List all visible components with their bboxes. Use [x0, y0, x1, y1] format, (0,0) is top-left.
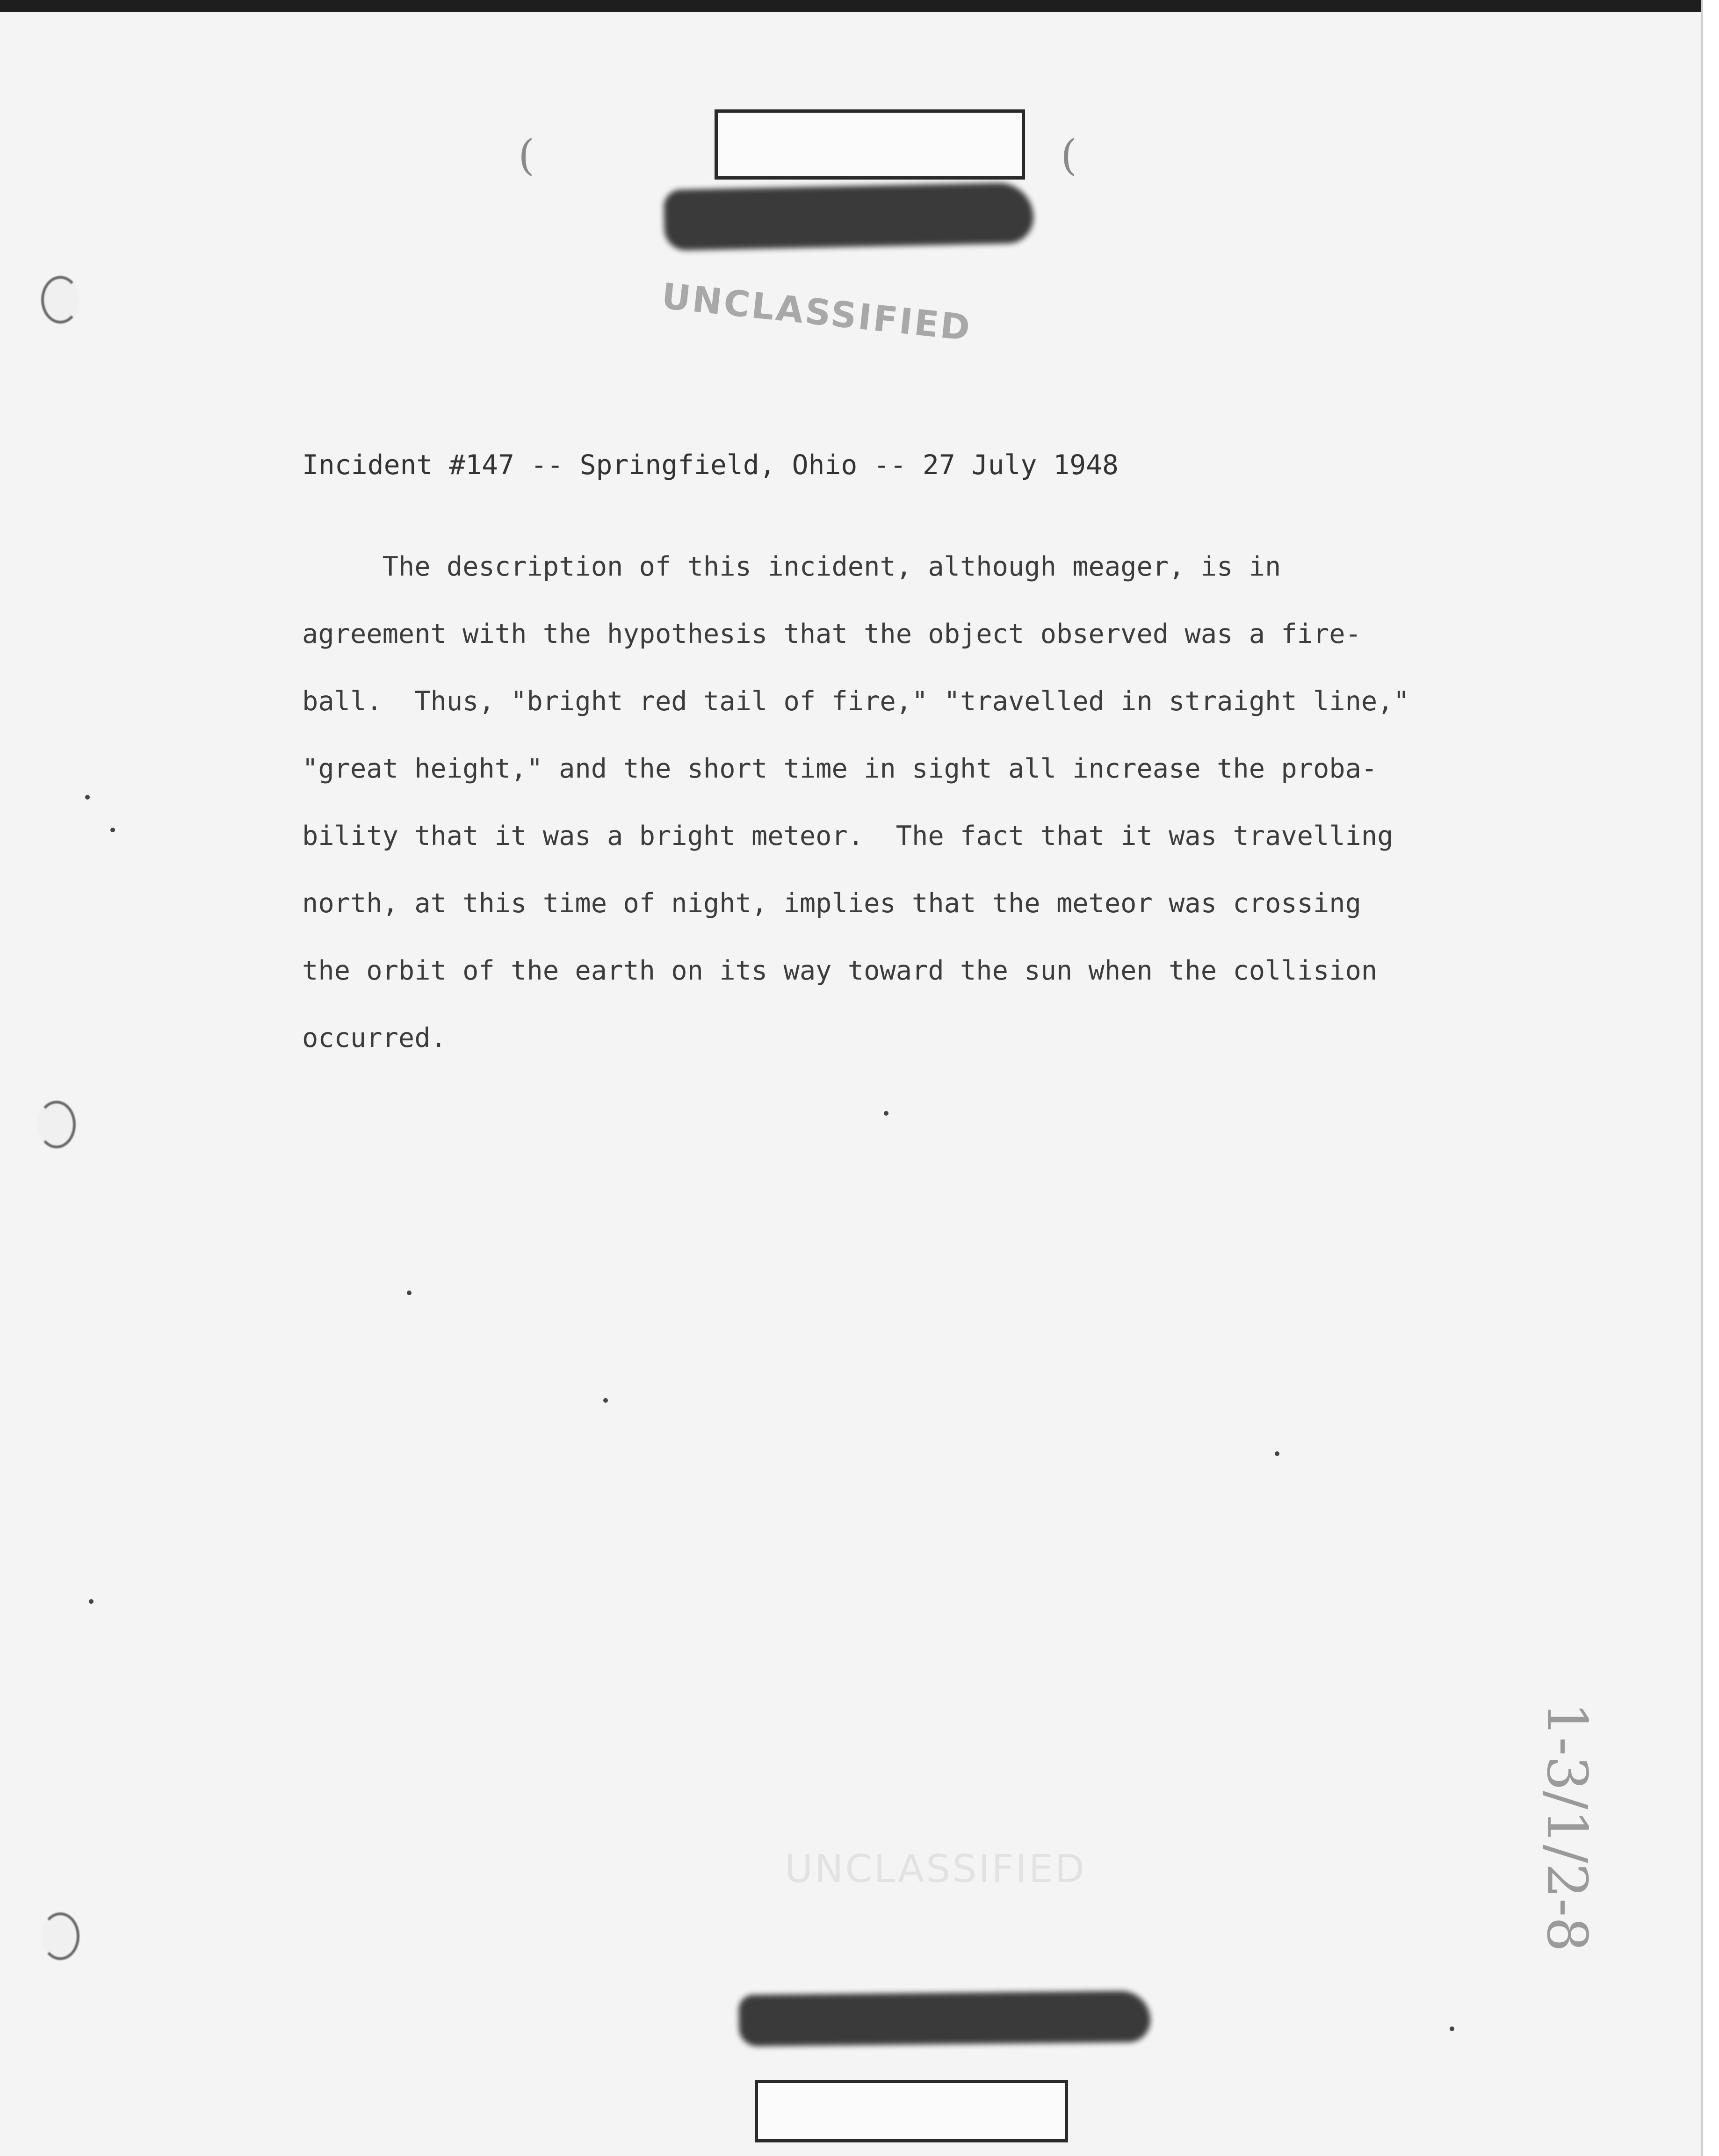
punch-hole-middle — [37, 1101, 76, 1148]
paragraph-line: ball. Thus, "bright red tail of fire," "travelled in straight line," — [302, 686, 1409, 717]
scan-speck — [603, 1398, 608, 1403]
redaction-bar-top — [664, 182, 1034, 251]
unclassified-stamp-top: UNCLASSIFIED — [659, 275, 974, 349]
classification-box-top — [715, 109, 1025, 180]
scan-right-border — [1701, 0, 1719, 2156]
paragraph-line: bility that it was a bright meteor. The fact that it was travelling — [302, 821, 1394, 851]
paragraph-line: north, at this time of night, implies that the meteor was crossing — [302, 888, 1361, 919]
paragraph-line: The description of this incident, although meager, is in — [302, 551, 1281, 582]
paragraph-line: agreement with the hypothesis that the object observed was a fire- — [302, 619, 1361, 649]
scan-top-border — [0, 0, 1719, 12]
scan-bracket-left: ( — [518, 131, 535, 180]
punch-hole-bottom — [41, 1912, 79, 1960]
scan-bracket-right: ( — [1061, 131, 1077, 180]
scan-speck — [884, 1111, 888, 1116]
unclassified-stamp-bottom: UNCLASSIFIED — [785, 1847, 1086, 1891]
scan-speck — [110, 828, 115, 832]
scan-speck — [1450, 2026, 1454, 2031]
scan-speck — [89, 1599, 94, 1604]
scan-speck — [1275, 1451, 1279, 1456]
paragraph-line: "great height," and the short time in sight all increase the proba- — [302, 753, 1378, 784]
redaction-bar-bottom — [738, 1990, 1150, 2046]
scan-speck — [85, 795, 90, 800]
classification-box-bottom — [755, 2080, 1068, 2142]
incident-description — [302, 533, 1452, 1072]
handwritten-side-number: 1-3/1/2-8 — [1535, 1702, 1599, 1952]
paragraph-line: occurred. — [302, 1023, 447, 1053]
paragraph-line: the orbit of the earth on its way toward the sun when the collision — [302, 955, 1378, 986]
scan-speck — [407, 1291, 412, 1295]
punch-hole-top — [41, 276, 79, 324]
incident-heading: Incident #147 -- Springfield, Ohio -- 27 July 1948 — [302, 449, 1119, 481]
